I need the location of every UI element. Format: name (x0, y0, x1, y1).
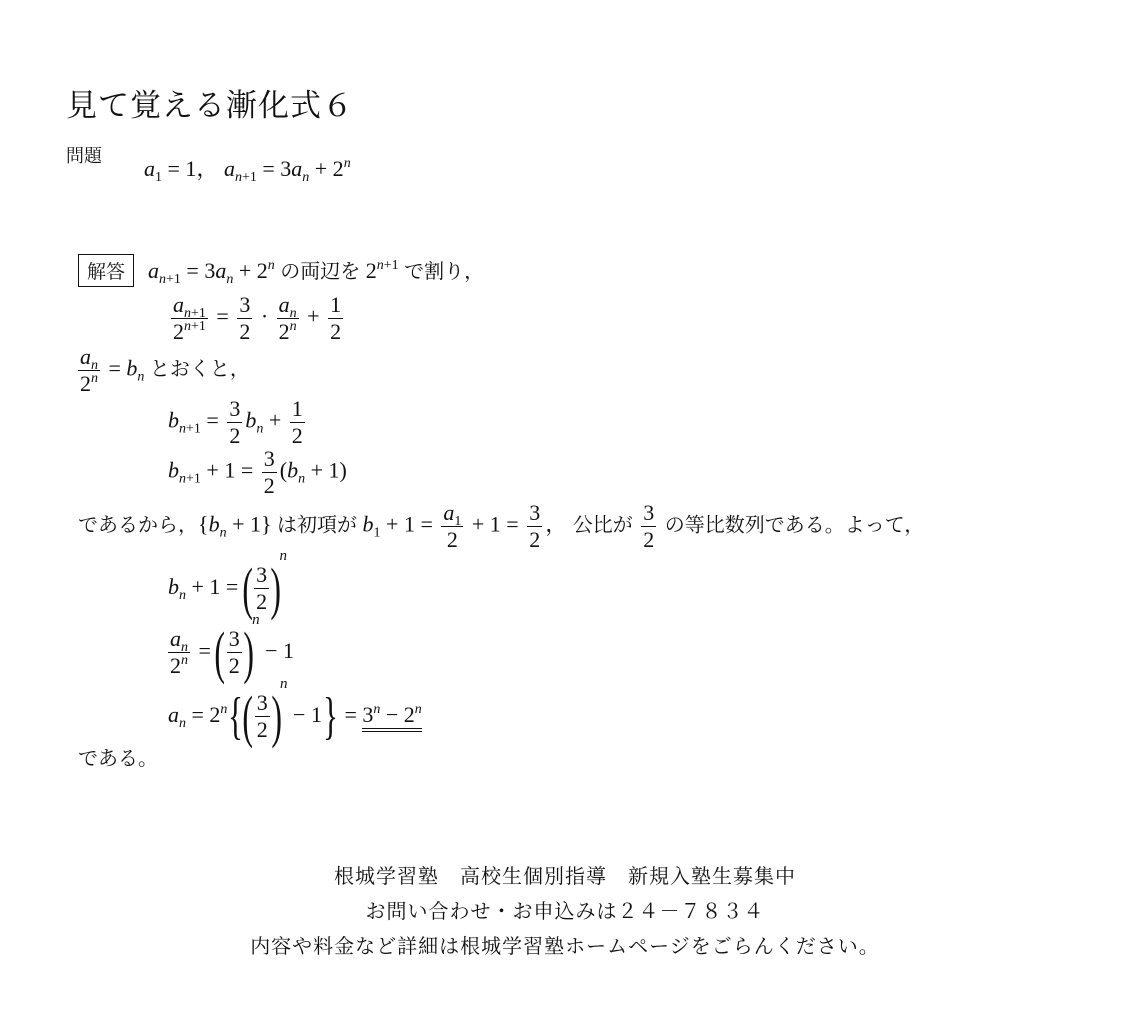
geometric-explanation: であるから，$\{b_n + 1\}$ は初項が $b_1 + 1$ = $\frac{a_1}{2}$ + 1 = $\frac{3}{2}$ ， 公比が $\frac{3}{2}$ の等比数列である。よって， (78, 500, 925, 552)
answer-label: 解答 (78, 254, 134, 287)
geometric-text: の等比数列である。よって， (664, 514, 925, 537)
page-title: 見て覚える漸化式６ (66, 88, 354, 124)
comma: ， (196, 156, 219, 181)
problem-label: 問題 (66, 146, 102, 167)
problem-statement: $a_1 = 1$， $a_{n+1} = 3a_n + 2^n$ (144, 156, 351, 185)
equation-an-over-2n: $\frac{a_n}{2^n}$ = ( $\frac{3}{2}$ )n − 1 (170, 612, 294, 685)
equation-final: $a_n = 2^n${( $\frac{3}{2}$ )$n - 1\} = 3^n - 2^n$ (168, 676, 422, 749)
final-answer: $3^n - 2^n$ (362, 702, 421, 732)
footer-line-2: お問い合わせ・お申込みは２４－７８３４ (365, 899, 765, 923)
footer-line-1: 根城学習塾 高校生個別指導 新規入塾生募集中 (334, 864, 796, 888)
equation-b-recurrence: $b_{n+1}$ = $\frac{3}{2}$ $b_n$ + $\frac{1}{2}$ (168, 396, 303, 448)
substitution-line: $\frac{a_n}{2^n}$ = $b_n$ とおくと， (80, 344, 250, 396)
because-text: であるから， (78, 514, 198, 537)
conclusion-text: である。 (78, 746, 158, 770)
divide-both-text: の両辺を (280, 261, 361, 283)
divide-by-text: で割り， (404, 261, 485, 283)
ratio-text: 公比が (572, 514, 633, 537)
set-as-text: とおくと， (149, 358, 250, 381)
equation-divided: $\frac{a_{n+1}}{2^{n+1}}$ = $\frac{3}{2}$ · $\frac{a_n}{2^n}$ + $\frac{1}{2}$ (173, 292, 342, 344)
equation-b-shifted: $b_{n+1} + 1$ = $\frac{3}{2}$ $(b_n + 1)$ (168, 446, 347, 498)
first-term-text: は初項が (277, 514, 358, 537)
answer-line-1: 解答 $a_{n+1} = 3a_n + 2^n$ の両辺を $2^{n+1}$ で割り， (78, 254, 484, 287)
comma: ， (545, 511, 568, 537)
equation-bn-closed: $b_n + 1$ = ( $\frac{3}{2}$ )n (168, 548, 287, 621)
footer-line-3: 内容や料金など詳細は根城学習塾ホームページをごらんください。 (250, 934, 880, 958)
